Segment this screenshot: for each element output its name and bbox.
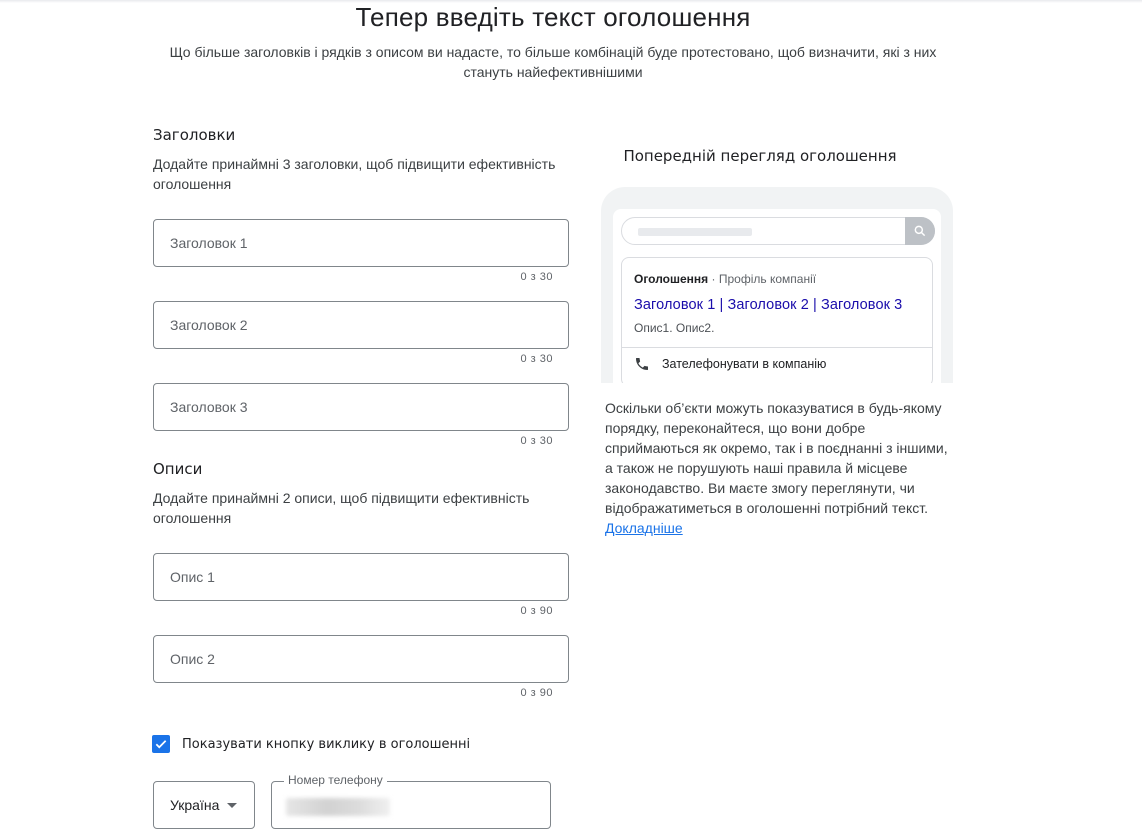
ad-call-row [634, 356, 826, 372]
preview-note [605, 398, 950, 538]
phone-number-label: Номер телефону [284, 773, 387, 787]
ad-headline: Заголовок 1 | Заголовок 2 | Заголовок 3 [634, 297, 903, 313]
ad-label: Оголошення [634, 272, 709, 286]
ad-meta [634, 272, 816, 286]
phone-icon [634, 356, 650, 372]
phone-number-field[interactable] [271, 773, 551, 829]
search-icon [913, 224, 927, 238]
ad-source: Профіль компанії [718, 272, 817, 286]
description-2-input[interactable] [154, 636, 568, 682]
ad-divider [622, 347, 932, 348]
check-icon [154, 737, 168, 751]
headline-3-field[interactable] [153, 383, 569, 431]
headline-1-input[interactable] [154, 220, 568, 266]
phone-number-value-redacted [286, 798, 390, 816]
headline-3-input[interactable] [154, 384, 568, 430]
country-select[interactable] [153, 781, 255, 829]
preview-note-text: Оскільки об’єкти можуть показуватися в будь-якому порядку, переконайтеся, що вони добре сприймаються як окремо, так і в поєднанні з іншими, а також не порушують наші правила й місцеве законодавство. Ви маєте змогу переглянути, чи відображатиметься в оголошенні потрібний текст. [605, 400, 948, 516]
headline-2-input[interactable] [154, 302, 568, 348]
descriptions-heading: Описи [153, 460, 203, 478]
ad-separator: · [708, 272, 719, 286]
description-1-counter: 0 з 90 [520, 605, 553, 617]
description-2-counter: 0 з 90 [520, 687, 553, 699]
page-title: Тепер введіть текст оголошення [355, 2, 751, 32]
ad-preview-device [601, 187, 953, 383]
ad-preview-screen [613, 209, 941, 383]
headlines-heading: Заголовки [153, 126, 236, 144]
ad-call-text: Зателефонувати в компанію [662, 357, 827, 371]
headline-2-field[interactable] [153, 301, 569, 349]
headline-1-field[interactable] [153, 219, 569, 267]
country-value: Україна [170, 797, 220, 813]
search-placeholder-bar [638, 228, 752, 236]
description-2-field[interactable] [153, 635, 569, 683]
descriptions-description: Додайте принаймні 2 описи, щоб підвищити ефективність оголошення [153, 490, 530, 526]
call-button-checkbox[interactable] [152, 735, 170, 753]
call-button-label: Показувати кнопку виклику в оголошенні [182, 736, 471, 752]
dropdown-caret-icon [227, 803, 237, 808]
description-1-input[interactable] [154, 554, 568, 600]
preview-search-bar [621, 217, 935, 245]
page-subtitle: Що більше заголовків і рядків з описом ви надасте, то більше комбінацій буде протестовано, щоб визначити, які з них стануть найефективнішими [169, 44, 937, 80]
headline-1-counter: 0 з 30 [520, 271, 553, 283]
ad-preview-card [621, 257, 933, 383]
learn-more-link[interactable]: Докладніше [605, 520, 683, 536]
preview-search-button [905, 217, 935, 245]
ad-description: Опис1. Опис2. [634, 321, 715, 335]
headline-3-counter: 0 з 30 [520, 435, 553, 447]
description-1-field[interactable] [153, 553, 569, 601]
headline-2-counter: 0 з 30 [520, 353, 553, 365]
call-button-option[interactable] [152, 735, 470, 753]
headlines-description: Додайте принаймні 3 заголовки, щоб підвищити ефективність оголошення [153, 156, 556, 192]
preview-title: Попередній перегляд оголошення [623, 147, 897, 165]
